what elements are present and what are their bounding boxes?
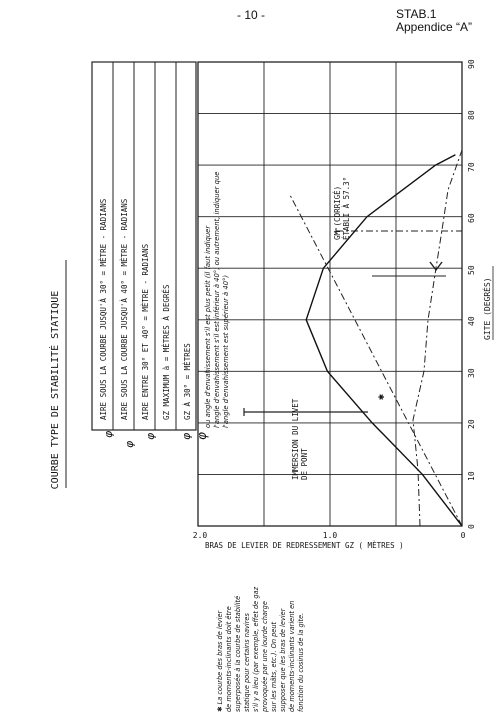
asterisk-marker: ✱ <box>376 393 387 400</box>
immersion-label-line-1: IMMERSION DU LIVET <box>291 398 300 480</box>
table-row-5: GZ À 30° = MÈTRES <box>183 343 192 420</box>
phi-marker: φ <box>102 430 115 438</box>
table-row-1: AIRE SOUS LA COURBE JUSQU'À 30° = MÈTRE - RADIANS <box>99 198 108 420</box>
table-row-4: GZ MAXIMUM à = MÈTRES À DEGRÉS <box>162 284 171 420</box>
y-tick-1: 1.0 <box>322 531 338 540</box>
heeling-arm-curve <box>413 150 462 526</box>
x-tick-20: 20 <box>467 419 476 429</box>
gm-label-line-1: GM (CORRIGÉ) <box>333 185 342 240</box>
phi-note-line-2: l'angle d'envahissement s'il est inférieur à 40°; ou autrement, indiquer que <box>213 171 221 428</box>
x-tick-40: 40 <box>467 316 476 326</box>
x-tick-labels <box>467 59 476 529</box>
footnote-line: s'il y a lieu (par exemple, effet de gaz <box>252 586 260 712</box>
footnote-line: ✱ La courbe des bras de levier <box>216 610 224 712</box>
gm-tangent-line <box>290 195 462 526</box>
x-tick-70: 70 <box>467 162 476 172</box>
phi-marker: φ <box>123 440 136 448</box>
phi-note-line-3: l'angle d'envahissement est supérieur à 40°) <box>222 274 230 428</box>
x-tick-80: 80 <box>467 110 476 120</box>
stability-table <box>92 62 196 430</box>
y-axis-label: BRAS DE LEVIER DE REDRESSEMENT GZ ( MÈTRES ) <box>205 541 404 550</box>
footnote-line: supposer que les bras de levier <box>279 608 287 712</box>
phi-marker: φ <box>144 432 157 440</box>
phi-note-line-1: ou angle d'envahissement s'il est plus petit (il faut indiquer <box>204 225 212 428</box>
chart-grid <box>198 62 462 526</box>
x-tick-50: 50 <box>467 265 476 275</box>
x-tick-60: 60 <box>467 213 476 223</box>
footnote-line: superposée à la courbe de stabilité <box>234 595 242 712</box>
x-axis-label: GITE (DEGRÉS) <box>483 277 492 340</box>
table-row-2: AIRE SOUS LA COURBE JUSQU'À 40° = MÈTRE - RADIANS <box>120 198 129 420</box>
x-tick-30: 30 <box>467 368 476 378</box>
immersion-label-line-2: DE PONT <box>300 448 309 480</box>
page-number: - 10 - <box>236 8 265 22</box>
footnote-line: statique pour certains navires <box>243 613 251 712</box>
gm-label-line-2: ÉTABLI À 57.3° <box>342 176 351 240</box>
reference-code: STAB.1 <box>396 7 437 21</box>
y-tick-2: 2.0 <box>192 531 208 540</box>
footnote-line: sur les mâts, etc.). On peut <box>270 621 278 712</box>
footnote-line: de moments-inclinants varient en <box>288 600 296 712</box>
y-tick-0: 0 <box>460 531 466 540</box>
document-title: COURBE TYPE DE STABILITÉ STATIQUE <box>50 290 61 490</box>
x-tick-10: 10 <box>467 471 476 481</box>
footnote-line: de moments-inclinants doit être <box>225 606 233 712</box>
phi-note-marker: φ <box>195 432 209 440</box>
footnote <box>216 586 305 713</box>
appendix-label: Appendice “A” <box>396 20 473 34</box>
footnote-line: fonction du cosinus de la gite. <box>297 612 305 712</box>
phi-marker: φ <box>180 432 193 440</box>
table-row-3: AIRE ENTRE 30° ET 40° = MÈTRE - RADIANS <box>141 243 150 420</box>
footnote-line: provoquée par une lourde charge <box>261 601 269 712</box>
x-tick-90: 90 <box>467 59 476 69</box>
x-tick-0: 0 <box>467 524 476 529</box>
